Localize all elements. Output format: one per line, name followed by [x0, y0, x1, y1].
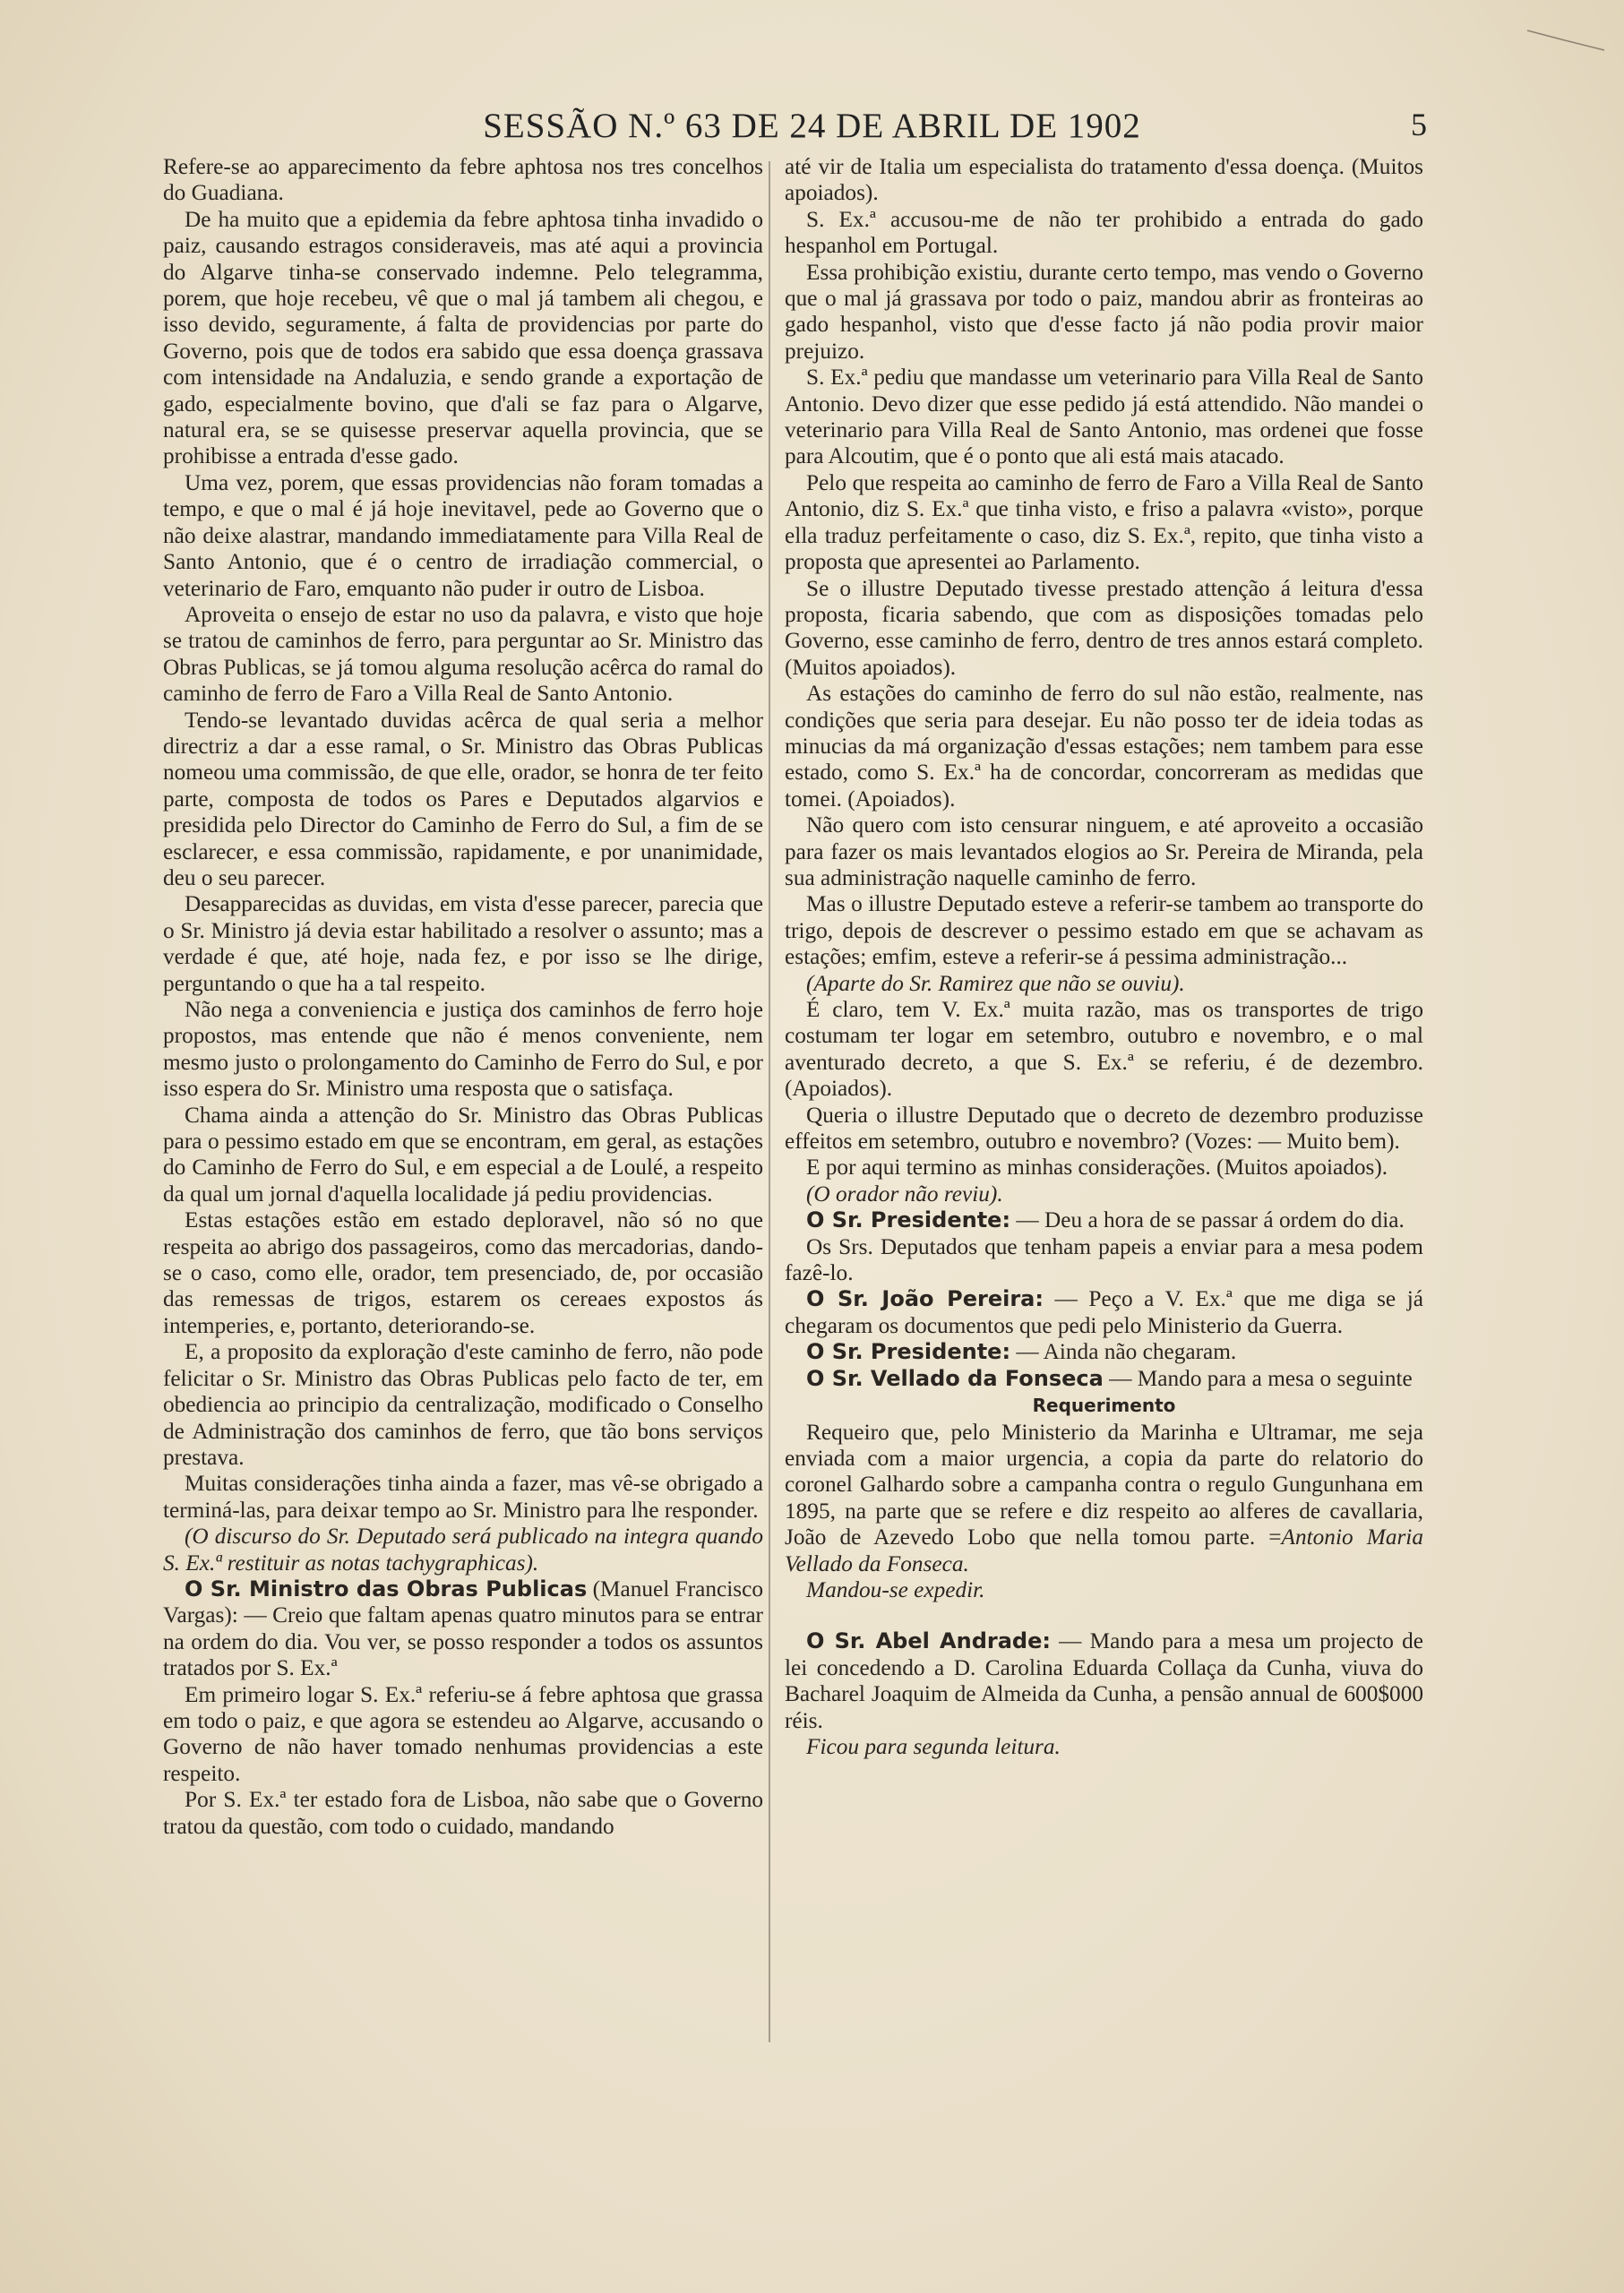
speaker-name: O Sr. Abel Andrade: — [806, 1628, 1051, 1654]
right-column — [785, 154, 1423, 1760]
paragraph: E, a proposito da exploração d'este caminho de ferro, não pode felicitar o Sr. Ministro das Obras Publicas pelo facto de ter, em obediencia ao principio da centralização, modificado o Conselho de Administração dos caminhos de ferro, que tão bons serviços prestava. — [163, 1339, 763, 1470]
speaker-name: O Sr. João Pereira: — [806, 1286, 1044, 1312]
paragraph: S. Ex.ª accusou-me de não ter prohibido a entrada do gado hespanhol em Portugal. — [785, 206, 1423, 259]
speech-text: — Peço a V. Ex.ª que me diga se já chegaram os documentos que pedi pelo Ministerio da Guerra. — [785, 1286, 1423, 1338]
paragraph: Desapparecidas as duvidas, em vista d'esse parecer, parecia que o Sr. Ministro já devia estar habilitado a resolver o assunto; mas a verdade é que, até hoje, nada fez, e por isso se lhe dirige, perguntando o que ha a tal respeito. — [163, 891, 763, 996]
paragraph: Em primeiro logar S. Ex.ª referiu-se á febre aphtosa que grassa em todo o paiz, e que agora se estendeu ao Algarve, accusando o Governo de não haver tomado nenhumas providencias a este respeito. — [163, 1681, 763, 1786]
paragraph: Muitas considerações tinha ainda a fazer, mas vê-se obrigado a terminá-las, para deixar tempo ao Sr. Ministro para lhe responder. — [163, 1471, 763, 1523]
signature: Antonio Maria Vellado da Fonseca. — [785, 1524, 1423, 1576]
speech-paragraph — [785, 1286, 1423, 1339]
paragraph: Os Srs. Deputados que tenham papeis a enviar para a mesa podem fazê-lo. — [785, 1233, 1423, 1286]
speech-text: — Ainda não chegaram. — [1016, 1339, 1237, 1365]
speech-paragraph — [785, 1339, 1423, 1365]
paragraph: Estas estações estão em estado deploravel, não só no que respeita ao abrigo dos passageiros, como das mercadorias, dando-se o caso, como elle, orador, tem presenciado, de, por occasião das remessas de trigos, estarem os cereaes expostos ás intemperies, e, portanto, deteriorando-se. — [163, 1207, 763, 1338]
action-note: Mandou-se expedir. — [806, 1576, 985, 1602]
speech-text: — Mando para a mesa um projecto de lei concedendo a D. Carolina Eduarda Collaça da Cunha, viuva do Bacharel Joaquim de Almeida da Cunha, a pensão annual de 600$000 réis. — [785, 1628, 1423, 1733]
paragraph: Não nega a conveniencia e justiça dos caminhos de ferro hoje propostos, mas entende que não é menos conveniente, nem mesmo justo o prolongamento do Caminho de Ferro do Sul, e por isso espera do Sr. Ministro uma resposta que o satisfaça. — [163, 997, 763, 1102]
speech-text: — Deu a hora de se passar á ordem do dia. — [1016, 1207, 1405, 1233]
paragraph: S. Ex.ª pediu que mandasse um veterinario para Villa Real de Santo Antonio. Devo dizer que esse pedido já está attendido. Não mandei o veterinario para Villa Real de Santo Antonio, mas ordenei que fosse para Alcoutim, que é o ponto que ali está mais atacado. — [785, 365, 1423, 469]
speech-paragraph — [785, 1366, 1423, 1392]
paragraph: Chama ainda a attenção do Sr. Ministro das Obras Publicas para o pessimo estado em que se encontram, em geral, as estações do Caminho de Ferro do Sul, e em especial a de Loulé, a respeito da qual um jornal d'aquella localidade já pediu providencias. — [163, 1102, 763, 1207]
speech-text: — Mando para a mesa o seguinte — [1109, 1365, 1413, 1391]
column-divider — [769, 161, 770, 2042]
paragraph: Queria o illustre Deputado que o decreto de dezembro produzisse effeitos em setembro, outubro e novembro? (Vozes: — Muito bem). — [785, 1102, 1423, 1155]
corner-ink-mark — [1525, 27, 1606, 54]
paragraph: Se o illustre Deputado tivesse prestado attenção á leitura d'essa proposta, ficaria sabendo, que com as disposições tomadas pelo Governo, esse caminho de ferro, dentro de tres annos estará completo. (Muitos apoiados). — [785, 575, 1423, 680]
paragraph: Essa prohibição existiu, durante certo tempo, mas vendo o Governo que o mal já grassava por todo o paiz, mandou abrir as fronteiras ao gado hespanhol, visto que d'esse facto já não podia provir maior prejuizo. — [785, 259, 1423, 364]
paragraph: De ha muito que a epidemia da febre aphtosa tinha invadido o paiz, causando estragos consideraveis, mas até aqui a provincia do Algarve tinha-se conservado indemne. Pelo telegramma, porem, que hoje recebeu, vê que o mal já tambem ali chegou, e isso devido, seguramente, á falta de providencias por parte do Governo, pois que de todos era sabido que essa doença grassava com intensidade na Andaluzia, e sendo grande a exportação de gado, especialmente bovino, que d'ali se faz para o Algarve, natural era, se se quisesse preservar aquella provincia, que se prohibisse a entrada d'esse gado. — [163, 206, 763, 469]
aparte-note: (Aparte do Sr. Ramirez que não se ouviu). — [806, 970, 1185, 996]
orador-note: (O orador não reviu). — [806, 1181, 1003, 1207]
paragraph: Pelo que respeita ao caminho de ferro de Faro a Villa Real de Santo Antonio, diz S. Ex.ª que tinha visto, e friso a palavra «visto», porque ella traduz perfeitamente o caso, diz S. Ex.ª, repito, que tinha visto a proposta que apresentei ao Parlamento. — [785, 469, 1423, 575]
speech-paragraph — [785, 1207, 1423, 1233]
page-header — [0, 106, 1624, 159]
speaker-name: O Sr. Ministro das Obras Publicas — [185, 1576, 588, 1602]
speaker-name: O Sr. Presidente: — [806, 1339, 1011, 1365]
left-column — [163, 154, 763, 1840]
paragraph: As estações do caminho de ferro do sul não estão, realmente, nas condições que seria para desejar. Eu não posso ter de ideia todas as minucias da má organização d'essas estações; nem tambem para esse estado, como S. Ex.ª ha de concordar, concorreram as medidas que tomei. (Apoiados). — [785, 681, 1423, 812]
action-note: Ficou para segunda leitura. — [806, 1733, 1061, 1759]
paragraph: Por S. Ex.ª ter estado fora de Lisboa, não sabe que o Governo tratou da questão, com todo o cuidado, mandando — [163, 1787, 763, 1839]
paragraph: E por aqui termino as minhas considerações. (Muitos apoiados). — [806, 1155, 1388, 1181]
requerimento-heading: Requerimento — [1032, 1395, 1176, 1417]
speaker-name: O Sr. Presidente: — [806, 1207, 1011, 1233]
paragraph: até vir de Italia um especialista do tratamento d'essa doença. (Muitos apoiados). — [785, 154, 1423, 206]
speech-paragraph — [785, 1628, 1423, 1734]
requerimento-text: Requeiro que, pelo Ministerio da Marinha e Ultramar, me seja enviada com a maior urgencia, a copia da parte do relatorio do coronel Galhardo sobre a campanha contra o regulo Gungunhana em 1895, na parte que se refere e diz respeito ao alferes de cavallaria, João de Azevedo Lobo que nella tomou parte. =Antonio Maria Vellado da Fonseca. — [785, 1419, 1423, 1576]
session-title: SESSÃO N.º 63 DE 24 DE ABRIL DE 1902 — [483, 107, 1141, 145]
paragraph: É claro, tem V. Ex.ª muita razão, mas os transportes de trigo costumam ter logar em setembro, outubro e novembro, e o mal aventurado decreto, a que S. Ex.ª se referiu, é de dezembro. (Apoiados). — [785, 997, 1423, 1102]
editorial-note: (O discurso do Sr. Deputado será publicado na integra quando S. Ex.ª restituir as notas tachygraphicas). — [163, 1524, 763, 1576]
speech-text: (Manuel Francisco Vargas): — Creio que faltam apenas quatro minutos para se entrar na ordem do dia. Vou ver, se posso responder a todos os assuntos tratados por S. Ex.ª — [163, 1576, 763, 1681]
paragraph: Refere-se ao apparecimento da febre aphtosa nos tres concelhos do Guadiana. — [163, 154, 763, 206]
speech-paragraph — [163, 1576, 763, 1682]
paragraph: Mas o illustre Deputado esteve a referir-se tambem ao transporte do trigo, depois de descrever o pessimo estado em que se achavam as estações; emfim, esteve a referir-se á pessima administração... — [785, 891, 1423, 970]
speaker-name: O Sr. Vellado da Fonseca — [806, 1365, 1104, 1391]
page-number: 5 — [1411, 107, 1427, 142]
paragraph: Tendo-se levantado duvidas acêrca de qual seria a melhor directriz a dar a esse ramal, o Sr. Ministro das Obras Publicas nomeou uma commissão, de que elle, orador, se honra de ter feito parte, composta de todos os Pares e Deputados algarvios e presidida pelo Director do Caminho de Ferro do Sul, a fim de se esclarecer, e essa commissão, rapidamente, e por unanimidade, deu o seu parecer. — [163, 707, 763, 890]
paragraph: Uma vez, porem, que essas providencias não foram tomadas a tempo, e que o mal é já hoje inevitavel, pede ao Governo que o não deixe alastrar, mandando immediatamente para Villa Real de Santo Antonio, que é o centro de irradiação commercial, o veterinario de Faro, emquanto não puder ir outro de Lisboa. — [163, 469, 763, 601]
paragraph: Aproveita o ensejo de estar no uso da palavra, e visto que hoje se tratou de caminhos de ferro, para perguntar ao Sr. Ministro das Obras Publicas, se já tomou alguma resolução acêrca do ramal do caminho de ferro de Faro a Villa Real de Santo Antonio. — [163, 601, 763, 707]
paragraph: Não quero com isto censurar ninguem, e até aproveito a occasião para fazer os mais levantados elogios ao Sr. Pereira de Miranda, pela sua administração naquelle caminho de ferro. — [785, 812, 1423, 890]
